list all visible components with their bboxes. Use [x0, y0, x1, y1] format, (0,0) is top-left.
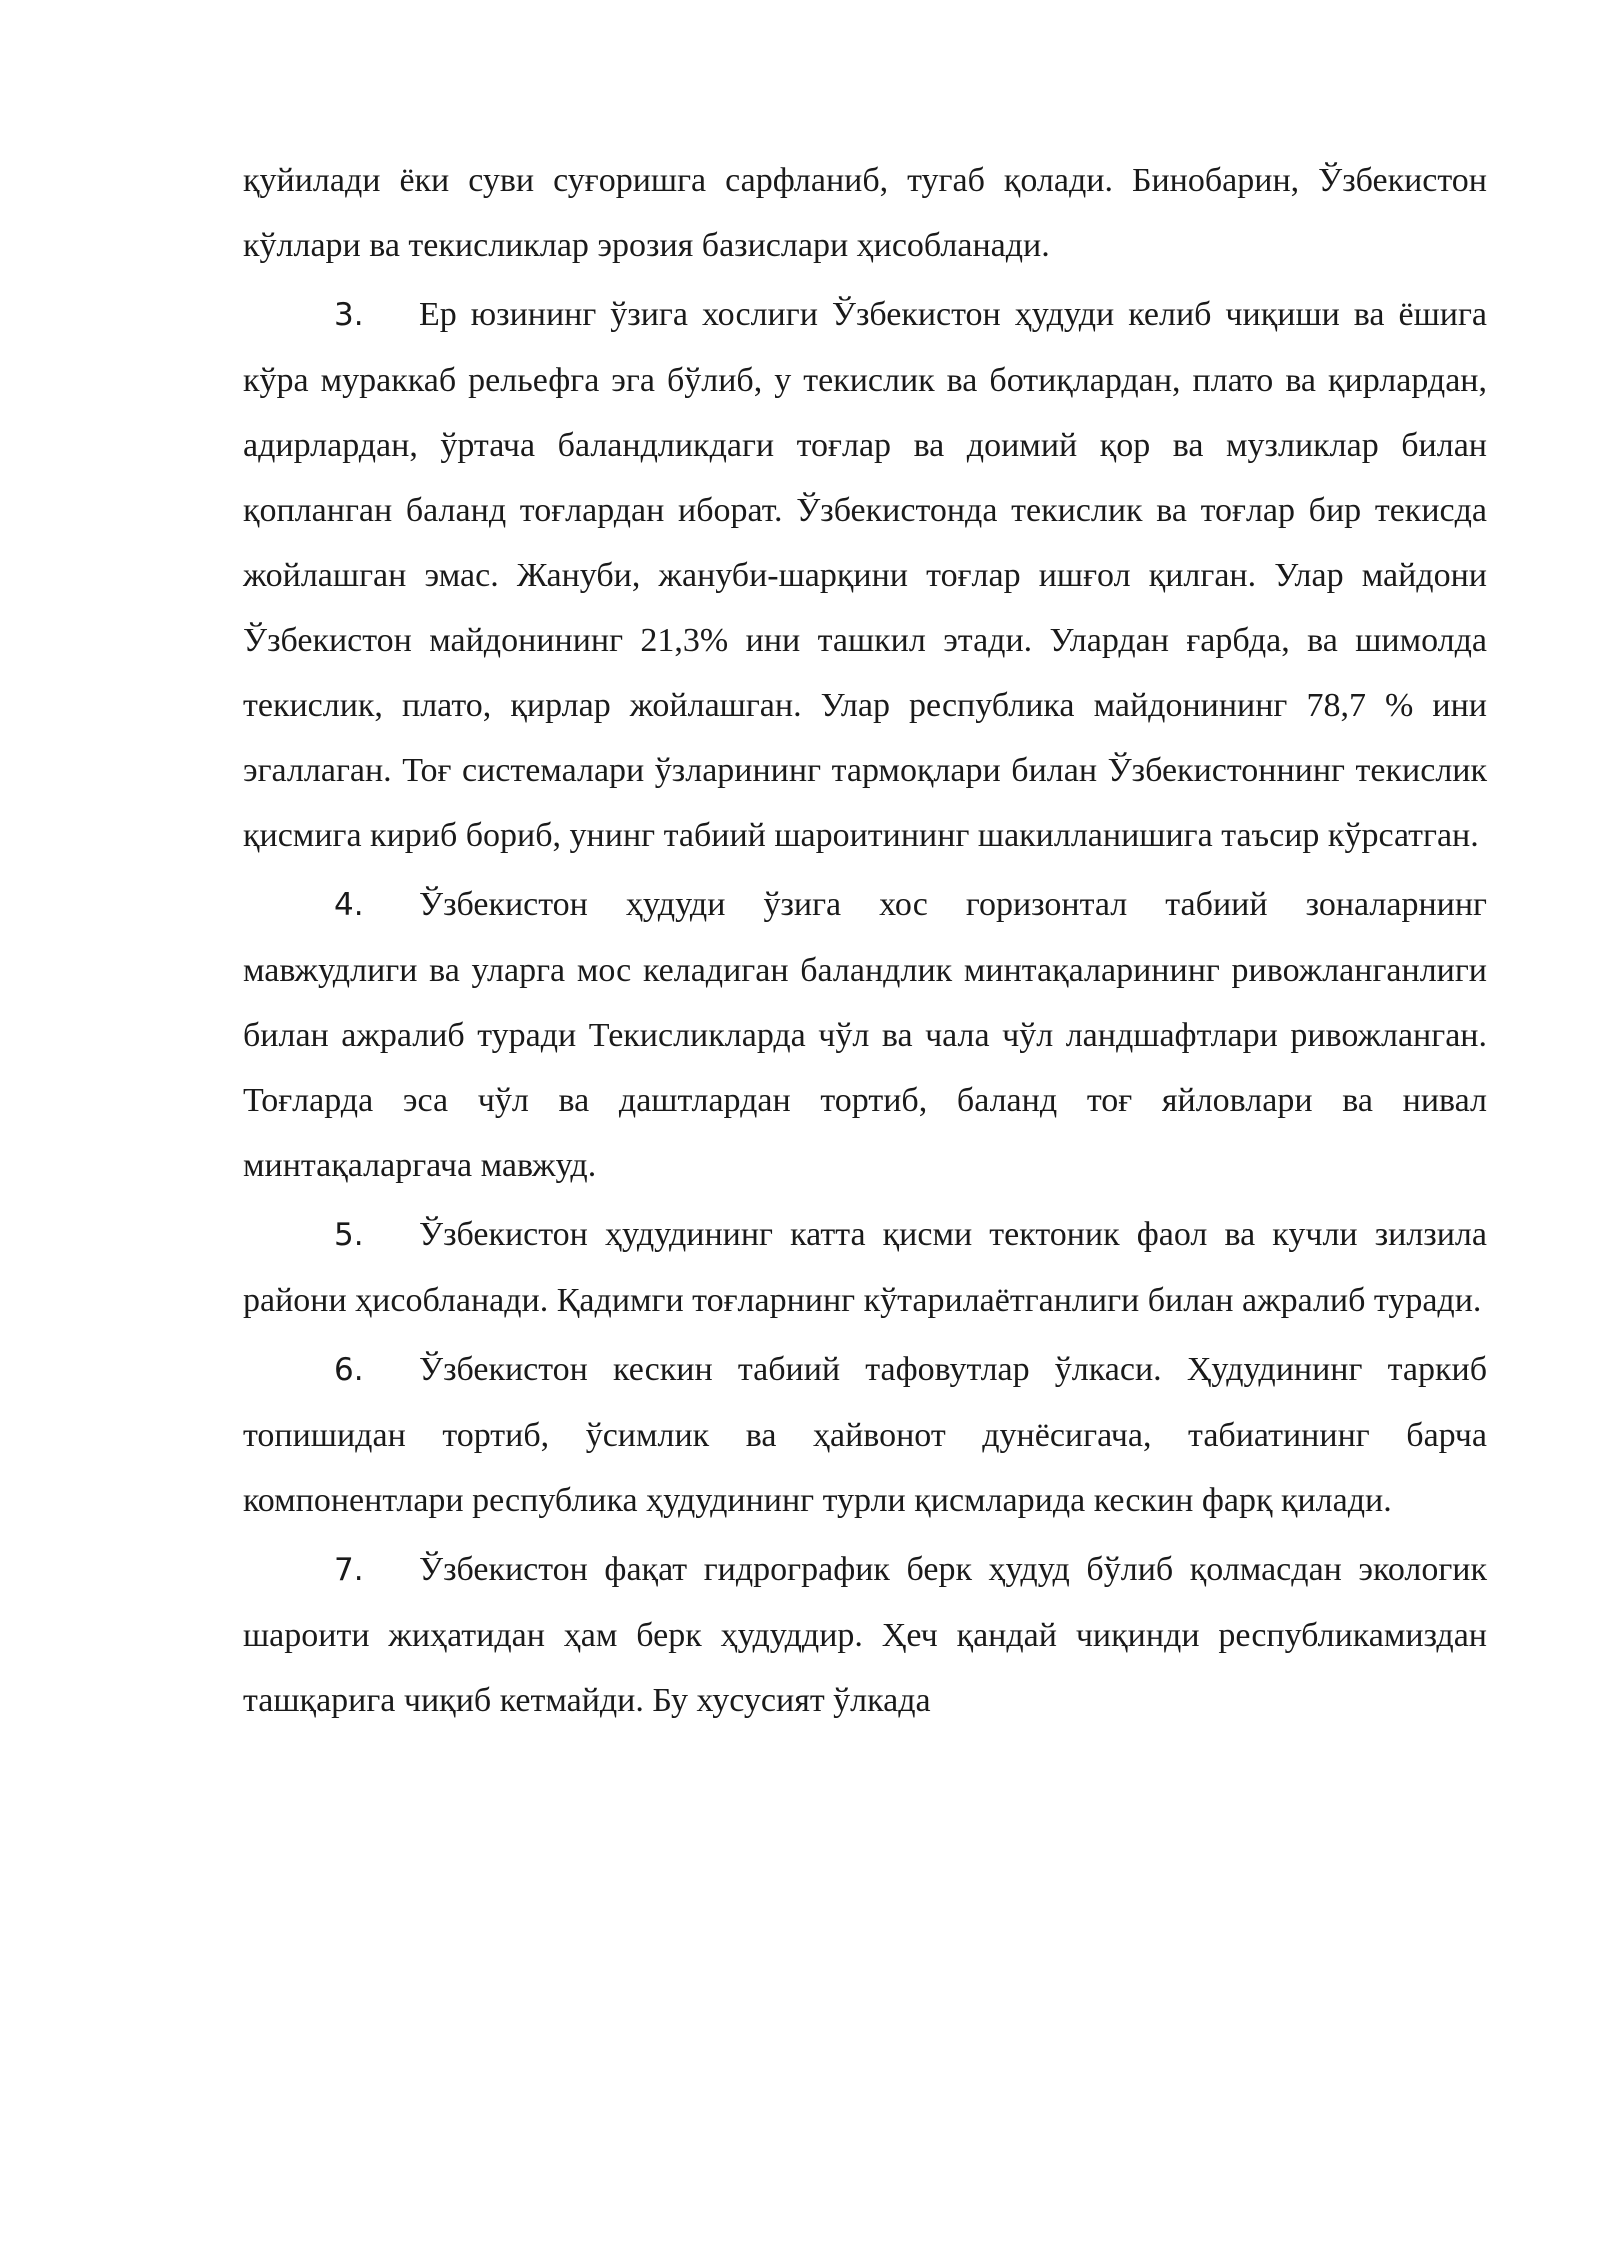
- item-number: 3.: [334, 297, 364, 333]
- item-number: 5.: [334, 1217, 364, 1253]
- item-text: Ер юзининг ўзига хослиги Ўзбекистон ҳудуди келиб чиқиши ва ёшига кўра мураккаб рельефга эга бўлиб, у текислик ва ботиқлардан, плато ва қирлардан, адирлардан, ўртача баландликдаги тоғлар ва доимий қор ва музликлар билан қопланган баланд тоғлардан иборат. Ўзбекистонда текислик ва тоғлар бир текисда жойлашган эмас. Жануби, жануби-шарқини тоғлар ишғол қилган. Улар майдони Ўзбекистон майдонининг 21,3% ини ташкил этади. Улардан ғарбда, ва шимолда текислик, плато, қирлар жойлашган. Улар республика майдонининг 78,7 % ини эгаллаган. Тоғ системалари ўзларининг тармоқлари билан Ўзбекистоннинг текислик қисмига кириб бориб, унинг табиий шароитининг шакилланишига таъсир кўрсатган.: [243, 296, 1487, 854]
- item-text: Ўзбекистон фақат гидрографик берк ҳудуд бўлиб қолмасдан экологик шароити жиҳатидан ҳам берк ҳудуддир. Ҳеч қандай чиқинди республикамиздан ташқарига чиқиб кетмайди. Бу хусусият ўлкада: [243, 1551, 1487, 1719]
- intro-paragraph: қуйилади ёки суви суғоришга сарфланиб, тугаб қолади. Бинобарин, Ўзбекистон кўллари ва текисликлар эрозия базислари ҳисобланади.: [243, 162, 1487, 264]
- document-body: [243, 148, 1487, 1737]
- item-number: 4.: [334, 887, 364, 923]
- item-text: Ўзбекистон ҳудудининг катта қисми тектоник фаол ва кучли зилзила райони ҳисобланади. Қадимги тоғларнинг кўтарилаётганлиги билан ажралиб туради.: [243, 1216, 1487, 1319]
- item-text: Ўзбекистон кескин табиий тафовутлар ўлкаси. Ҳудудининг таркиб топишидан тортиб, ўсимлик ва ҳайвонот дунёсигача, табиатининг барча компонентлари республика ҳудудининг турли қисмларида кескин фарқ қилади.: [243, 1351, 1487, 1519]
- list-item: [243, 1337, 1487, 1533]
- item-number: 7.: [334, 1552, 364, 1588]
- item-text: Ўзбекистон ҳудуди ўзига хос горизонтал табиий зоналарнинг мавжудлиги ва уларга мос келадиган баландлик минтақаларининг ривожланганлиги билан ажралиб туради Текисликларда чўл ва чала чўл ландшафтлари ривожланган. Тоғларда эса чўл ва даштлардан тортиб, баланд тоғ яйловлари ва нивал минтақаларгача мавжуд.: [243, 886, 1487, 1184]
- list-item: [243, 282, 1487, 868]
- list-item: [243, 872, 1487, 1198]
- item-number: 6.: [334, 1352, 364, 1388]
- list-item: [243, 1202, 1487, 1333]
- list-item: [243, 1537, 1487, 1733]
